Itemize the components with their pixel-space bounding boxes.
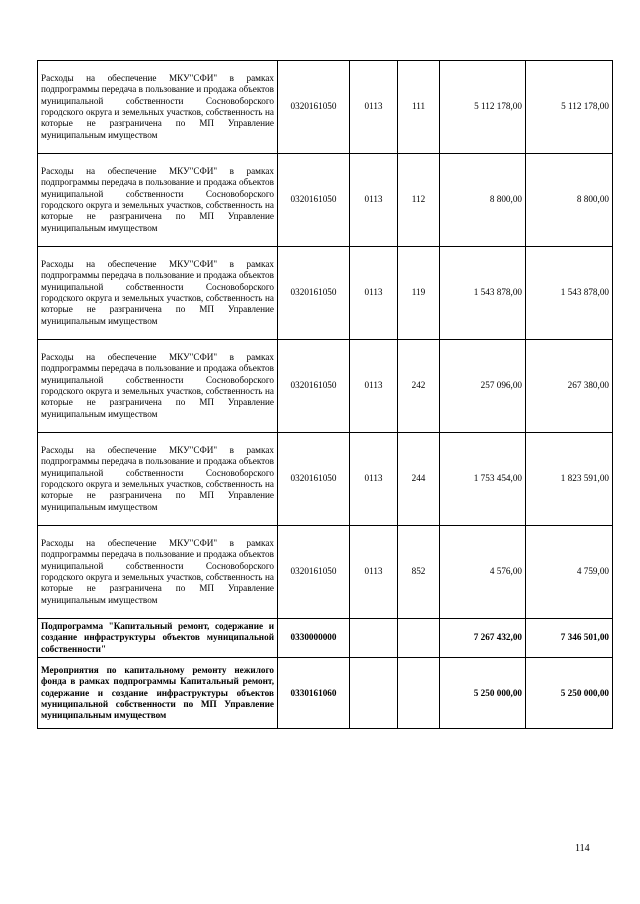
row-sum-year2: 5 112 178,00 bbox=[526, 61, 613, 154]
row-description: Расходы на обеспечение МКУ"СФИ" в рамках подпрограммы передача в пользование и продажа объектов муниципальной собственности Сосновоборского городского округа и земельных участков, собственность на которые не разграничена по МП Управление муниципальным имуществом bbox=[38, 247, 278, 340]
row-sum-year1: 5 250 000,00 bbox=[440, 658, 526, 729]
table-row bbox=[38, 340, 613, 433]
row-section: 0113 bbox=[350, 154, 398, 247]
row-target-article: 0320161050 bbox=[278, 61, 350, 154]
row-section bbox=[350, 619, 398, 658]
row-expense-type bbox=[398, 658, 440, 729]
table-row bbox=[38, 526, 613, 619]
row-description: Расходы на обеспечение МКУ"СФИ" в рамках подпрограммы передача в пользование и продажа объектов муниципальной собственности Сосновоборского городского округа и земельных участков, собственность на которые не разграничена по МП Управление муниципальным имуществом bbox=[38, 526, 278, 619]
row-sum-year1: 7 267 432,00 bbox=[440, 619, 526, 658]
budget-table bbox=[37, 60, 613, 729]
row-sum-year2: 7 346 501,00 bbox=[526, 619, 613, 658]
row-expense-type: 111 bbox=[398, 61, 440, 154]
row-sum-year1: 4 576,00 bbox=[440, 526, 526, 619]
row-expense-type: 112 bbox=[398, 154, 440, 247]
row-description: Расходы на обеспечение МКУ"СФИ" в рамках подпрограммы передача в пользование и продажа объектов муниципальной собственности Сосновоборского городского округа и земельных участков, собственность на которые не разграничена по МП Управление муниципальным имуществом bbox=[38, 154, 278, 247]
row-sum-year1: 1 753 454,00 bbox=[440, 433, 526, 526]
row-sum-year1: 8 800,00 bbox=[440, 154, 526, 247]
row-sum-year2: 267 380,00 bbox=[526, 340, 613, 433]
row-sum-year1: 5 112 178,00 bbox=[440, 61, 526, 154]
row-section: 0113 bbox=[350, 61, 398, 154]
row-description: Расходы на обеспечение МКУ"СФИ" в рамках подпрограммы передача в пользование и продажа объектов муниципальной собственности Сосновоборского городского округа и земельных участков, собственность на которые не разграничена по МП Управление муниципальным имуществом bbox=[38, 61, 278, 154]
row-target-article: 0320161050 bbox=[278, 526, 350, 619]
table-row-subprogram bbox=[38, 619, 613, 658]
table-row bbox=[38, 154, 613, 247]
table-row bbox=[38, 433, 613, 526]
row-sum-year2: 1 823 591,00 bbox=[526, 433, 613, 526]
row-sum-year1: 257 096,00 bbox=[440, 340, 526, 433]
row-sum-year2: 8 800,00 bbox=[526, 154, 613, 247]
row-sum-year2: 4 759,00 bbox=[526, 526, 613, 619]
row-sum-year1: 1 543 878,00 bbox=[440, 247, 526, 340]
row-description: Расходы на обеспечение МКУ"СФИ" в рамках подпрограммы передача в пользование и продажа объектов муниципальной собственности Сосновоборского городского округа и земельных участков, собственность на которые не разграничена по МП Управление муниципальным имуществом bbox=[38, 340, 278, 433]
row-sum-year2: 5 250 000,00 bbox=[526, 658, 613, 729]
row-expense-type: 244 bbox=[398, 433, 440, 526]
row-target-article: 0320161050 bbox=[278, 247, 350, 340]
row-expense-type: 242 bbox=[398, 340, 440, 433]
row-section bbox=[350, 658, 398, 729]
row-description: Расходы на обеспечение МКУ"СФИ" в рамках подпрограммы передача в пользование и продажа объектов муниципальной собственности Сосновоборского городского округа и земельных участков, собственность на которые не разграничена по МП Управление муниципальным имуществом bbox=[38, 433, 278, 526]
row-target-article: 0320161050 bbox=[278, 340, 350, 433]
row-description: Подпрограмма "Капитальный ремонт, содержание и создание инфраструктуры объектов муниципальной собственности" bbox=[38, 619, 278, 658]
row-description: Мероприятия по капитальному ремонту нежилого фонда в рамках подпрограммы Капитальный ремонт, содержание и создание инфраструктуры объектов муниципальной собственности по МП Управление муниципальным имуществом bbox=[38, 658, 278, 729]
row-expense-type: 852 bbox=[398, 526, 440, 619]
row-section: 0113 bbox=[350, 526, 398, 619]
page-number: 114 bbox=[575, 843, 590, 854]
row-section: 0113 bbox=[350, 433, 398, 526]
row-target-article: 0330161060 bbox=[278, 658, 350, 729]
row-expense-type bbox=[398, 619, 440, 658]
row-expense-type: 119 bbox=[398, 247, 440, 340]
table-row-measure bbox=[38, 658, 613, 729]
table-row bbox=[38, 61, 613, 154]
row-target-article: 0330000000 bbox=[278, 619, 350, 658]
row-section: 0113 bbox=[350, 247, 398, 340]
row-target-article: 0320161050 bbox=[278, 433, 350, 526]
row-section: 0113 bbox=[350, 340, 398, 433]
row-sum-year2: 1 543 878,00 bbox=[526, 247, 613, 340]
table-row bbox=[38, 247, 613, 340]
row-target-article: 0320161050 bbox=[278, 154, 350, 247]
